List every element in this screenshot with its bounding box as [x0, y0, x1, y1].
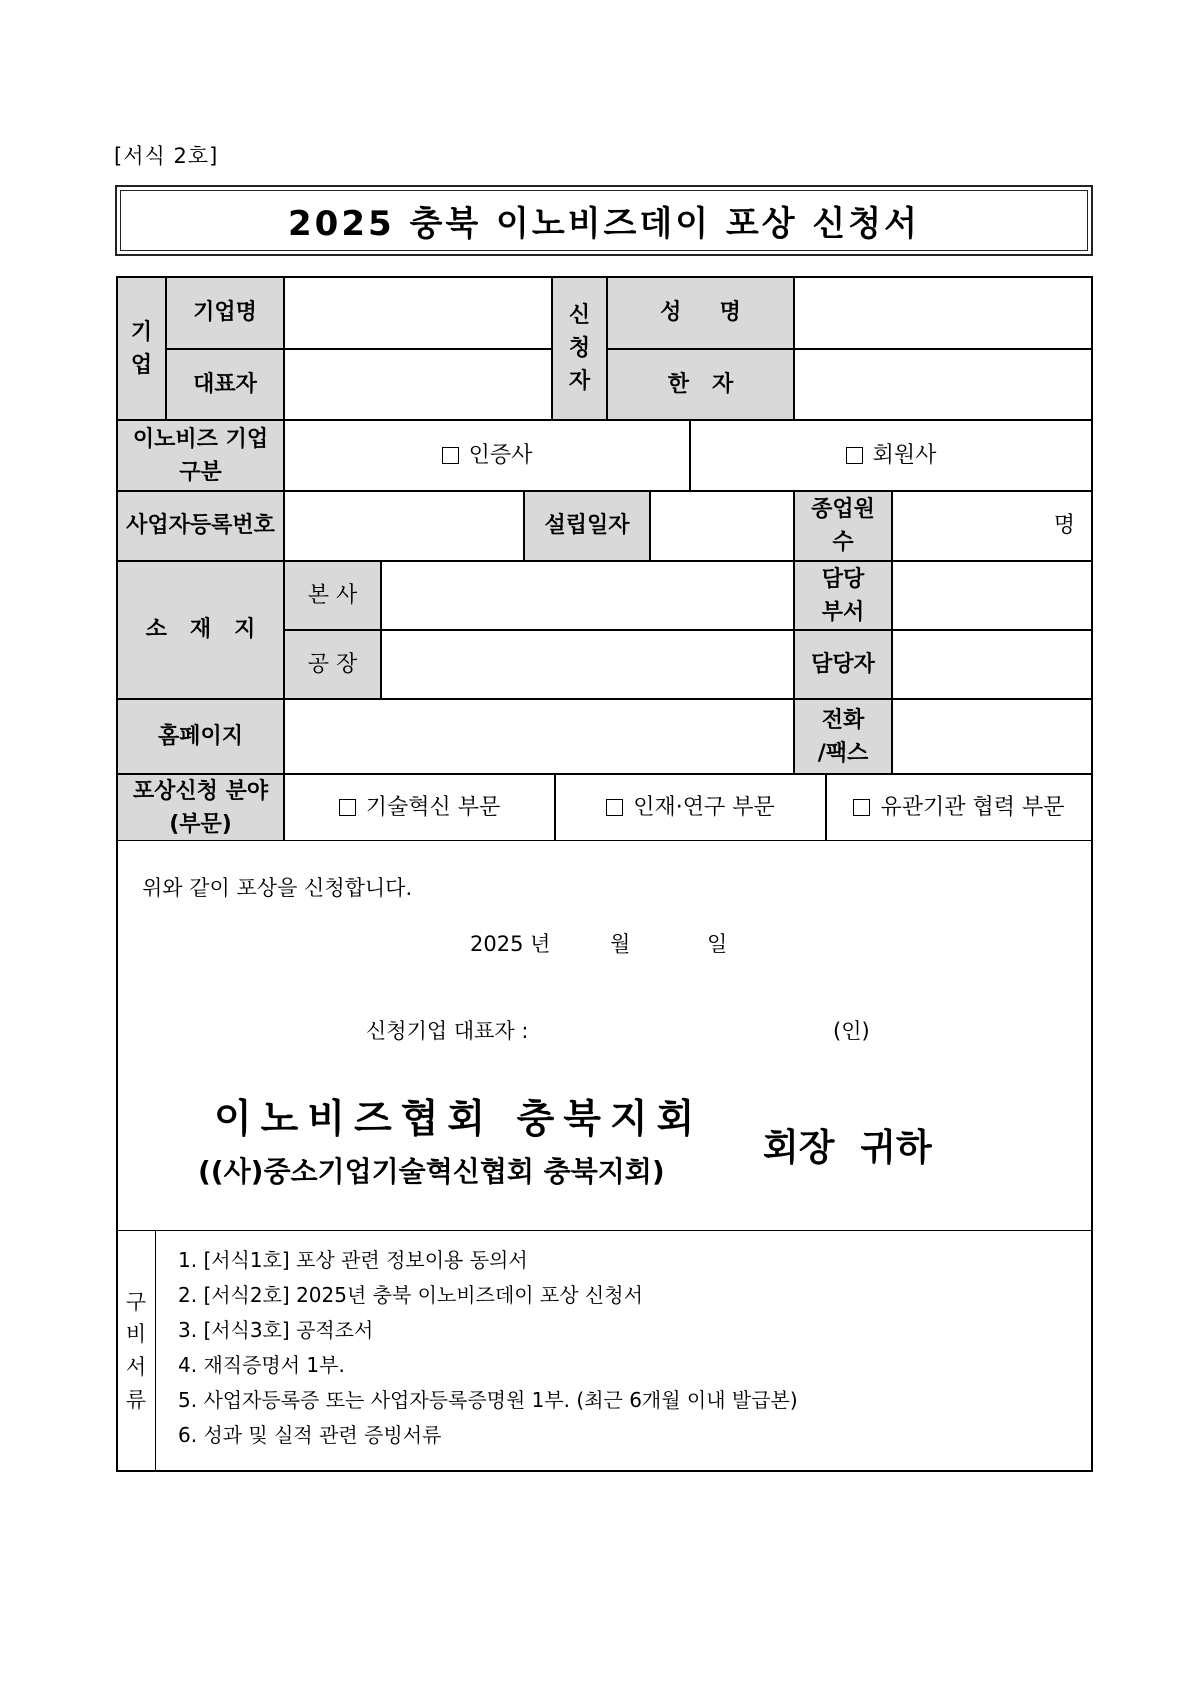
award-cooperation-option[interactable]: 유관기관 협력 부문 [826, 774, 1092, 841]
award-tech-option[interactable]: 기술혁신 부문 [284, 774, 555, 841]
employees-field[interactable] [892, 491, 1092, 561]
list-item: 3. [서식3호] 공적조서 [178, 1318, 374, 1342]
dept-label: 담당 부서 [794, 561, 892, 630]
attachments-label: 구 비 서 류 [116, 1230, 156, 1472]
phone-fax-label: 전화 /팩스 [794, 699, 892, 774]
phone-fax-field[interactable] [892, 699, 1092, 774]
recipient-sub: ((사)중소기업기술혁신협회 충북지회) [198, 1155, 665, 1188]
employees-label: 종업원 수 [794, 491, 892, 561]
list-item: 4. 재직증명서 1부. [178, 1353, 345, 1377]
applicant-hanja-field[interactable] [794, 349, 1092, 420]
form-number: [서식 2호] [114, 144, 219, 168]
list-item: 1. [서식1호] 포상 관련 정보이용 동의서 [178, 1248, 528, 1272]
factory-label: 공 장 [284, 630, 381, 699]
recipient-main: 이노비즈협회 충북지회 [214, 1097, 704, 1142]
company-ceo-field[interactable] [284, 349, 552, 420]
applicant-group-label: 신 청 자 [552, 277, 607, 420]
seal-mark[interactable]: (인) [833, 1019, 870, 1043]
business-reg-label: 사업자등록번호 [117, 491, 284, 561]
founded-date-field[interactable] [650, 491, 794, 561]
page-title: 2025 충북 이노비즈데이 포상 신청서 [120, 190, 1088, 251]
attachments-list [178, 1243, 798, 1453]
award-talent-option[interactable]: 인재·연구 부문 [555, 774, 826, 841]
company-name-label: 기업명 [166, 277, 284, 349]
checkbox-icon[interactable] [846, 447, 863, 464]
founded-date-label: 설립일자 [524, 491, 650, 561]
company-ceo-label: 대표자 [166, 349, 284, 420]
title-box [115, 185, 1093, 256]
employees-unit: 명 [1053, 513, 1075, 539]
list-item: 2. [서식2호] 2025년 충북 이노비즈데이 포상 신청서 [178, 1283, 643, 1307]
award-field-label: 포상신청 분야 (부문) [117, 774, 284, 841]
business-reg-field[interactable] [284, 491, 524, 561]
applicant-name-label: 성 명 [607, 277, 794, 349]
homepage-label: 홈페이지 [117, 699, 284, 774]
innobiz-type-label: 이노비즈 기업 구분 [117, 420, 284, 491]
homepage-field[interactable] [284, 699, 794, 774]
dept-field[interactable] [892, 561, 1092, 630]
company-name-field[interactable] [284, 277, 552, 349]
date-month: 월 [610, 932, 631, 956]
company-group-label: 기 업 [117, 277, 166, 420]
checkbox-icon[interactable] [442, 447, 459, 464]
applicant-name-field[interactable] [794, 277, 1092, 349]
innobiz-member-option[interactable]: 회원사 [690, 420, 1092, 491]
innobiz-certified-option[interactable]: 인증사 [284, 420, 690, 491]
list-item: 5. 사업자등록증 또는 사업자등록증명원 1부. (최근 6개월 이내 발급본) [178, 1388, 798, 1412]
list-item: 6. 성과 및 실적 관련 증빙서류 [178, 1423, 442, 1447]
applicant-hanja-label: 한 자 [607, 349, 794, 420]
checkbox-icon[interactable] [606, 799, 623, 816]
factory-address-field[interactable] [381, 630, 794, 699]
manager-label: 담당자 [794, 630, 892, 699]
hq-label: 본 사 [284, 561, 381, 630]
honorific: 회장 귀하 [763, 1126, 932, 1169]
manager-field[interactable] [892, 630, 1092, 699]
hq-address-field[interactable] [381, 561, 794, 630]
date-year: 2025 년 [470, 932, 551, 956]
signer-label: 신청기업 대표자 : [366, 1019, 529, 1043]
checkbox-icon[interactable] [339, 799, 356, 816]
declaration-statement: 위와 같이 포상을 신청합니다. [142, 876, 413, 900]
date-day: 일 [707, 932, 728, 956]
location-label: 소 재 지 [117, 561, 284, 699]
checkbox-icon[interactable] [853, 799, 870, 816]
